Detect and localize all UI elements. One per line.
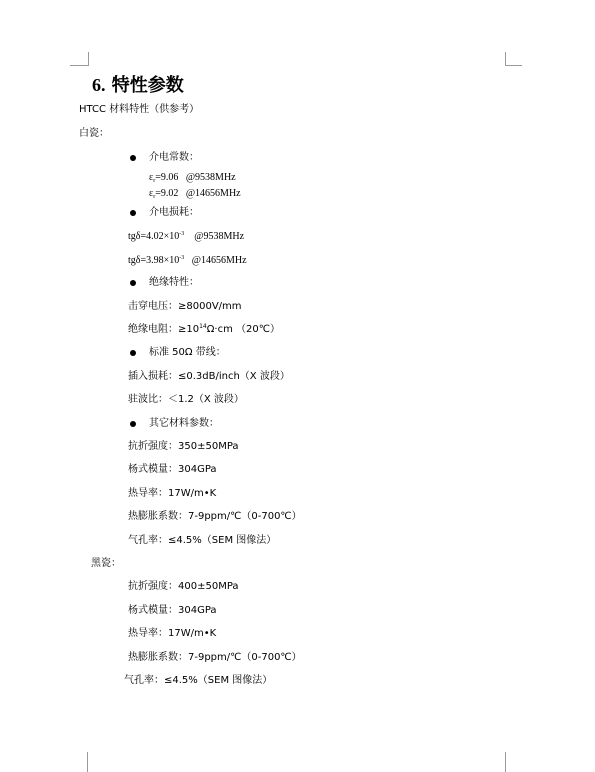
loss-tangent-1: tgδ=4.02×10 (128, 231, 180, 242)
epsilon-subscript: r (153, 194, 156, 200)
dielectric-constant-value-1: =9.06 (155, 172, 179, 183)
section-number: 6. (92, 75, 106, 95)
insulation-resistance-exponent: 14 (199, 323, 207, 330)
bullet-icon (130, 421, 136, 427)
black-porosity: 气孔率：≤4.5%（SEM 图像法） (124, 675, 273, 686)
loss-exponent-2: -3 (179, 255, 185, 261)
epsilon-symbol: ε (149, 172, 154, 183)
bullet-icon (130, 210, 136, 216)
intro-text: HTCC 材料特性（供参考） (79, 104, 200, 115)
dielectric-constant-line-2 (149, 188, 241, 200)
dielectric-loss-line-1 (128, 231, 244, 243)
frequency-1: @9538MHz (185, 172, 236, 183)
loss-frequency-2: @14656MHz (191, 255, 247, 266)
vswr: 驻波比：＜1.2（X 波段） (128, 394, 244, 405)
insertion-loss: 插入损耗：≤0.3dB/inch（X 波段） (128, 371, 290, 382)
dielectric-loss-heading: 介电损耗： (149, 207, 199, 218)
insulation-resistance (128, 324, 280, 336)
stripline-heading: 标准 50Ω 带线： (149, 347, 226, 358)
other-params-heading: 其它材料参数： (149, 418, 219, 429)
crop-mark-bottom-left (87, 752, 89, 772)
frequency-2: @14656MHz (185, 188, 241, 199)
black-thermal-conductivity: 热导率：17W/m•K (128, 628, 217, 639)
black-ceramic-label: 黑瓷： (91, 558, 121, 569)
crop-mark-bottom-right (505, 752, 507, 772)
crop-mark-top-right (505, 52, 522, 66)
dielectric-constant-line-1 (149, 172, 236, 184)
bullet-icon (130, 155, 136, 161)
white-thermal-expansion: 热膨胀系数：7-9ppm/℃（0-700℃） (128, 511, 302, 522)
white-youngs-modulus: 杨式模量：304GPa (128, 464, 217, 475)
dielectric-loss-line-2 (128, 255, 247, 267)
breakdown-voltage: 击穿电压：≥8000V/mm (128, 301, 242, 312)
loss-tangent-2: tgδ=3.98×10 (128, 255, 180, 266)
white-porosity: 气孔率：≤4.5%（SEM 图像法） (128, 535, 277, 546)
black-youngs-modulus: 杨式模量：304GPa (128, 605, 217, 616)
crop-mark-top-left (70, 52, 89, 66)
loss-frequency-1: @9538MHz (194, 231, 245, 242)
bullet-icon (130, 350, 136, 356)
black-flexural-strength: 抗折强度：400±50MPa (128, 581, 239, 592)
black-thermal-expansion: 热膨胀系数：7-9ppm/℃（0-700℃） (128, 652, 302, 663)
dielectric-constant-value-2: =9.02 (155, 188, 179, 199)
dielectric-constant-heading: 介电常数： (149, 152, 199, 163)
epsilon-symbol: ε (149, 188, 154, 199)
white-thermal-conductivity: 热导率：17W/m•K (128, 488, 217, 499)
epsilon-subscript: r (153, 178, 156, 184)
bullet-icon (130, 280, 136, 286)
insulation-resistance-suffix: Ω·cm （20℃） (206, 324, 280, 335)
loss-exponent-1: -3 (179, 231, 185, 237)
white-flexural-strength: 抗折强度：350±50MPa (128, 441, 239, 452)
white-ceramic-label: 白瓷： (79, 128, 109, 139)
section-title: 特性参数 (111, 75, 184, 96)
section-heading (92, 74, 184, 97)
insulation-resistance-prefix: 绝缘电阻：≥10 (128, 324, 200, 335)
insulation-heading: 绝缘特性： (149, 277, 199, 288)
